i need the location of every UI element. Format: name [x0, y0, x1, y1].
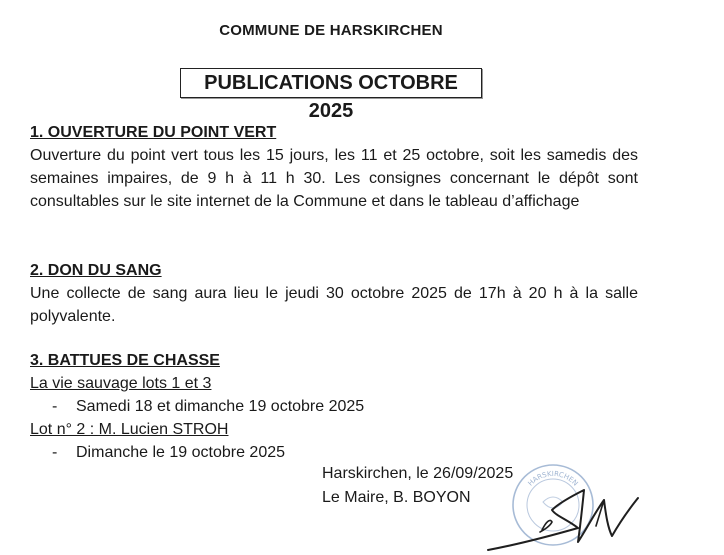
stamp-text: HARSKIRCHEN [526, 469, 580, 488]
section-battues-chasse [30, 349, 638, 464]
hunt-date-item [30, 395, 638, 418]
list-dash: - [52, 444, 58, 461]
section-don-du-sang [30, 259, 638, 328]
section-body-point-vert: Ouverture du point vert tous les 15 jours, les 11 et 25 octobre, soit les samedis des semaines impaires, de 9 h à 11 h 30. Les consignes concernant le dépôt sont consultables sur le site internet de la Commune et dans le tableau d’affichage [30, 147, 638, 210]
section-heading-point-vert: 1. OUVERTURE DU POINT VERT [30, 124, 277, 141]
hunt-date-text: Samedi 18 et dimanche 19 octobre 2025 [76, 398, 365, 415]
section-body-don-du-sang: Une collecte de sang aura lieu le jeudi 30 octobre 2025 de 17h à 20 h à la salle polyvalente. [30, 285, 638, 325]
commune-name: COMMUNE DE HARSKIRCHEN [219, 22, 443, 39]
list-dash: - [52, 398, 58, 415]
publication-title: PUBLICATIONS OCTOBRE 2025 [180, 68, 482, 98]
place-date: Harskirchen, le 26/09/2025 [322, 465, 514, 482]
hunt-group-title: Lot n° 2 : M. Lucien STROH [30, 421, 229, 438]
hunt-group-title: La vie sauvage lots 1 et 3 [30, 375, 212, 392]
section-heading-don-du-sang: 2. DON DU SANG [30, 262, 162, 279]
section-point-vert [30, 121, 638, 213]
mayor-signature [480, 470, 650, 555]
mayor-name: Le Maire, B. BOYON [322, 489, 471, 506]
hunt-date-item [30, 441, 638, 464]
section-heading-battues-chasse: 3. BATTUES DE CHASSE [30, 352, 220, 369]
hunt-date-text: Dimanche le 19 octobre 2025 [76, 444, 286, 461]
